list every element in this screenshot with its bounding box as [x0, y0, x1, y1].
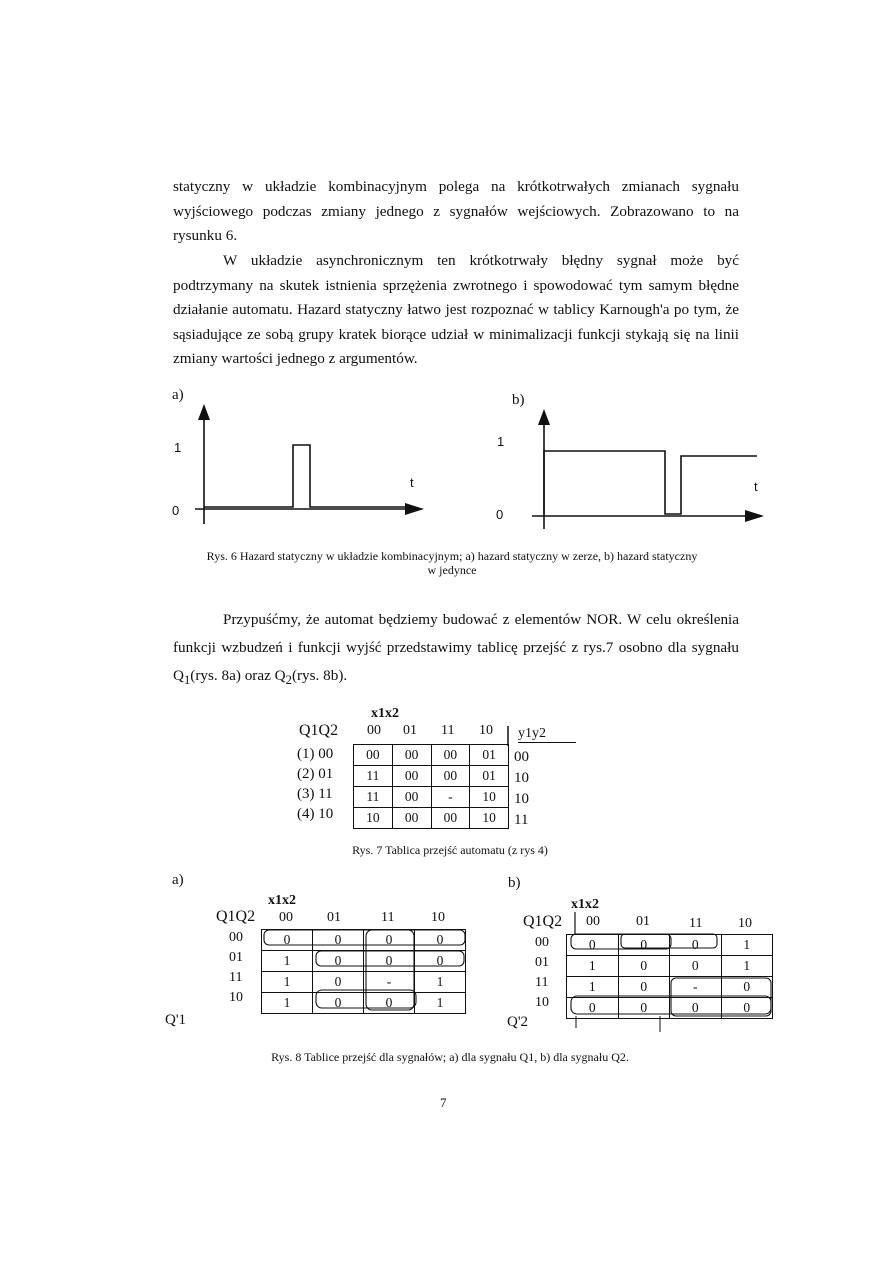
- fig7-row-labels: [297, 744, 333, 824]
- fig7-cell: 00: [392, 766, 431, 787]
- paragraph-nor-q2-sub: 2: [285, 673, 292, 688]
- fig7-transition-table: [353, 744, 509, 829]
- fig8a-cell: 1: [262, 951, 313, 972]
- fig8a-cell: 0: [262, 930, 313, 951]
- fig6b-y-arrow: [538, 409, 550, 425]
- fig7-cell: 00: [431, 745, 470, 766]
- fig6b-panel-label: b): [512, 392, 525, 408]
- table-row: [354, 808, 509, 829]
- fig8b-x-header: x1x2: [571, 897, 599, 912]
- fig8a-cell: 0: [364, 930, 415, 951]
- fig6a-y-high: 1: [174, 440, 182, 455]
- fig8b-cell: 0: [670, 935, 722, 956]
- table-row: [354, 745, 509, 766]
- fig8a-loop-row1: [316, 951, 464, 966]
- fig7-col-01: 01: [403, 723, 417, 738]
- fig7-cell: 10: [470, 808, 509, 829]
- page-number: 7: [440, 1095, 447, 1110]
- fig8b-cell: 0: [721, 977, 773, 998]
- fig8b-cell: -: [670, 977, 722, 998]
- fig8b-col: 01: [636, 914, 650, 929]
- fig6a-x-label: t: [410, 475, 414, 490]
- fig8b-row-labels: [535, 933, 549, 1013]
- fig8a-col: 01: [327, 910, 341, 925]
- fig8b-cell: 0: [567, 935, 619, 956]
- fig8a-col: 11: [381, 910, 395, 925]
- fig8a-cell: 0: [313, 951, 364, 972]
- fig7-y-divider: [507, 726, 510, 746]
- fig8b-cell: 1: [567, 977, 619, 998]
- fig8a-cell: 0: [313, 972, 364, 993]
- fig7-row-label: (2) 01: [297, 766, 334, 782]
- fig7-output: 11: [514, 812, 529, 828]
- fig6b-signal: [544, 451, 757, 514]
- fig8b-panel-label: b): [508, 875, 521, 891]
- fig8a-cell: 1: [415, 972, 466, 993]
- fig8b-cell: 1: [721, 935, 773, 956]
- fig7-cell: 00: [392, 745, 431, 766]
- paragraph-nor-intro: [173, 606, 739, 694]
- fig7-q-header: Q1Q2: [299, 722, 339, 739]
- fig7-cell: 00: [392, 808, 431, 829]
- fig8b-row-label: 10: [535, 995, 549, 1010]
- fig6b-x-arrow: [745, 510, 764, 522]
- fig7-output: 10: [514, 791, 529, 807]
- fig8b-loop-corner: [671, 978, 771, 1016]
- fig6b-x-label: t: [754, 479, 758, 494]
- fig8b-cell: 0: [567, 998, 619, 1019]
- fig7-col-10: 10: [479, 723, 493, 738]
- fig6a-panel-label: a): [172, 387, 184, 403]
- fig7-cell: -: [431, 787, 470, 808]
- fig6a-y-low: 0: [172, 503, 180, 518]
- fig8a-cell: 0: [313, 930, 364, 951]
- paragraph-hazard-async: W układzie asynchronicznym ten krótkotrwały błędny sygnał może być podtrzymany na skutek istnienia sprzężenia zwrotnego i spowodować tym samym błędne działanie automatu. Hazard statyczny łatwo jest rozpoznać w tablicy Karnough'a po tym, że sąsiadujące ze sobą grupy kratek biorące udział w minimalizacji funkcji stykają się na linii zmiany wartości jednego z argumentów.: [173, 252, 739, 367]
- fig7-cell: 00: [431, 808, 470, 829]
- fig7-cell: 11: [354, 787, 393, 808]
- fig8b-row-label: 01: [535, 955, 549, 970]
- paragraph-hazard-intro: statyczny w układzie kombinacyjnym polega na krótkotrwałych zmianach sygnału wyjściowego podczas zmiany jednego z sygnałów wejściowych. Zobrazowano to na rysunku 6.: [173, 178, 739, 244]
- fig6b-y-high: 1: [497, 434, 505, 449]
- paragraph-nor-q2: Q: [274, 667, 286, 684]
- fig8b-q-header: Q1Q2: [523, 913, 563, 930]
- paragraph-nor-text: Przypuśćmy, że automat będziemy budować z elementów NOR. W celu określenia funkcji wzbudzeń i funkcji wyjść przedstawimy tablicę przejść z rys.7 osobno dla sygnału: [173, 611, 739, 656]
- fig8a-cell: 1: [415, 993, 466, 1014]
- fig8b-col: 11: [689, 916, 703, 931]
- fig8b-cell: 0: [618, 998, 670, 1019]
- fig8-caption: Rys. 8 Tablice przejść dla sygnałów; a) dla sygnału Q1, b) dla sygnału Q2.: [271, 1050, 629, 1064]
- paragraph-nor-end: (rys. 8b).: [291, 667, 348, 684]
- fig8b-row-label: 00: [535, 935, 549, 950]
- fig6b-y-low: 0: [496, 507, 504, 522]
- fig8a-cell: 1: [262, 972, 313, 993]
- fig8a-row-label: 11: [229, 970, 243, 985]
- fig7-cell: 00: [354, 745, 393, 766]
- fig7-col-00: 00: [367, 723, 381, 738]
- fig8a-grouping-loops: [258, 926, 473, 1016]
- fig8b-cell: 0: [721, 998, 773, 1019]
- fig8a-cell: 0: [364, 993, 415, 1014]
- fig8b-cell: 0: [670, 956, 722, 977]
- fig8a-cell: 0: [364, 951, 415, 972]
- fig7-cell: 01: [470, 745, 509, 766]
- fig8b-cell: 1: [721, 956, 773, 977]
- fig6a-x-arrow: [405, 503, 424, 515]
- fig7-cell: 00: [392, 787, 431, 808]
- fig8b-grouping-loops: [563, 930, 783, 1040]
- table-row: [354, 787, 509, 808]
- fig8a-col: 00: [279, 910, 293, 925]
- fig8a-row-label: 00: [229, 930, 243, 945]
- paragraph-nor-q1-sub: 1: [183, 673, 191, 688]
- fig7-output: 00: [514, 749, 529, 765]
- fig7-outputs: [514, 747, 529, 831]
- paragraph-nor-mid: (rys. 8a) oraz: [190, 667, 275, 684]
- fig6-caption-line1: Rys. 6 Hazard statyczny w układzie kombinacyjnym; a) hazard statyczny w zerze, b) hazard statyczny: [206, 549, 698, 563]
- fig7-cell: 00: [431, 766, 470, 787]
- fig8b-cell: 0: [618, 935, 670, 956]
- fig7-col-11: 11: [441, 723, 455, 738]
- fig8a-q-header: Q1Q2: [216, 908, 256, 925]
- fig8a-row-label: 10: [229, 990, 243, 1005]
- fig7-output: 10: [514, 770, 529, 786]
- fig7-row-label: (3) 11: [297, 786, 333, 802]
- fig7-y-header: y1y2: [518, 726, 576, 743]
- fig8a-x-header: x1x2: [268, 893, 296, 908]
- fig8b-col: 10: [738, 916, 752, 931]
- fig8a-loop-col11: [366, 930, 414, 1010]
- fig8a-cell: 1: [262, 993, 313, 1014]
- fig7-cell: 10: [354, 808, 393, 829]
- fig8a-row-labels: [229, 928, 243, 1008]
- fig8b-output-label: Q'2: [507, 1014, 529, 1030]
- fig8a-cell: 0: [415, 951, 466, 972]
- fig8b-cell: 0: [618, 977, 670, 998]
- fig8b-cell: 0: [618, 956, 670, 977]
- fig8b-loop-row0-mid: [621, 934, 717, 948]
- fig6b-waveform: [530, 405, 770, 535]
- fig7-cell: 11: [354, 766, 393, 787]
- fig8a-output-label: Q'1: [165, 1012, 187, 1028]
- fig8b-cell: 0: [670, 998, 722, 1019]
- fig8a-cell: -: [364, 972, 415, 993]
- fig7-row-label: (1) 00: [297, 746, 334, 762]
- fig6-caption-line2: w jedynce: [427, 563, 477, 577]
- fig8a-cell: 0: [313, 993, 364, 1014]
- fig8b-row-label: 11: [535, 975, 549, 990]
- fig8b-cell: 1: [567, 956, 619, 977]
- fig7-caption: Rys. 7 Tablica przejść automatu (z rys 4): [352, 843, 548, 857]
- fig7-row-label: (4) 10: [297, 806, 334, 822]
- fig7-cell: 10: [470, 787, 509, 808]
- fig8a-row-label: 01: [229, 950, 243, 965]
- fig8a-col: 10: [431, 910, 445, 925]
- fig8a-loop-row0: [264, 930, 465, 945]
- paragraph-nor-q1: Q: [173, 667, 184, 684]
- fig6a-signal: [204, 445, 405, 507]
- fig7-cell: 01: [470, 766, 509, 787]
- fig8a-panel-label: a): [172, 872, 184, 888]
- fig6a-waveform: [190, 400, 430, 530]
- table-row: [354, 766, 509, 787]
- fig8a-cell: 0: [415, 930, 466, 951]
- fig7-x-header: x1x2: [371, 706, 399, 721]
- fig8b-col: 00: [586, 914, 600, 929]
- fig6a-y-arrow: [198, 404, 210, 420]
